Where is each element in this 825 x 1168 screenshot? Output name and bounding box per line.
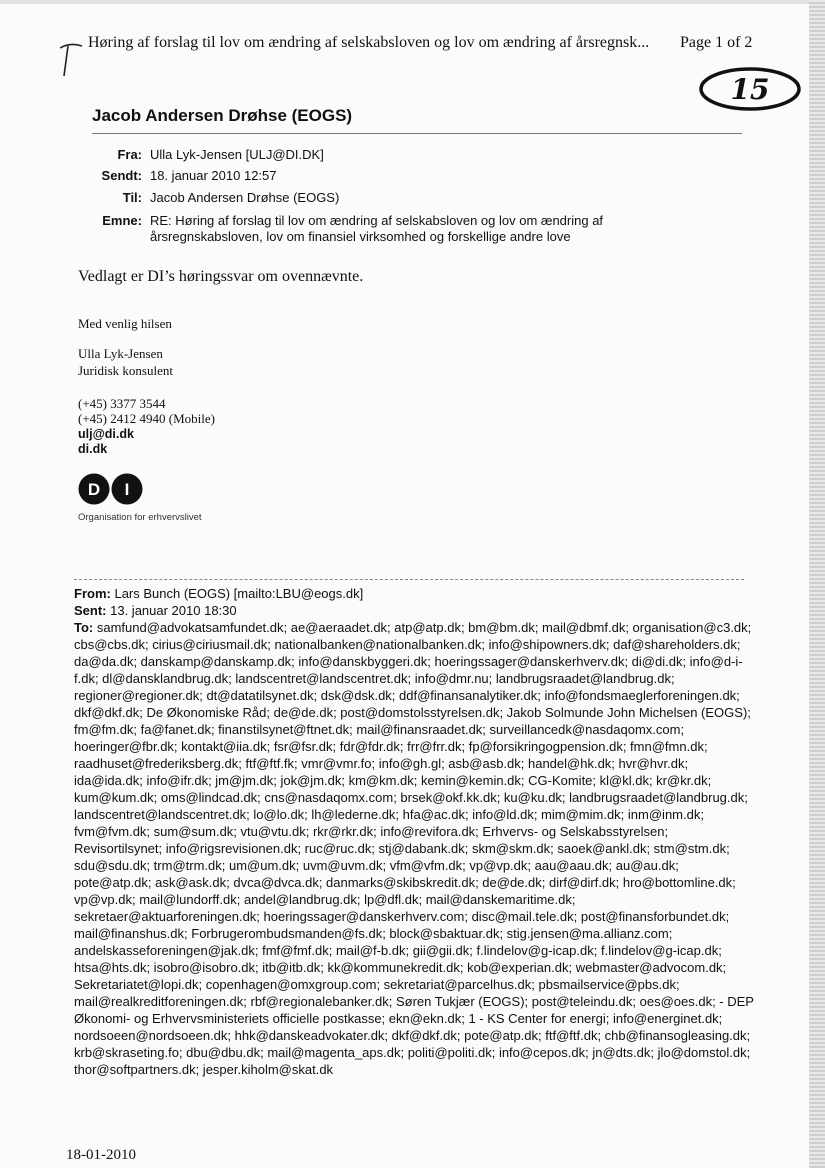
handwritten-page-number [698, 66, 802, 112]
greeting: Med venlig hilsen [78, 316, 172, 331]
signature-web-link[interactable]: di.dk [78, 442, 108, 456]
signature-name: Ulla Lyk-Jensen [78, 346, 163, 361]
logo-letter-i: I [124, 480, 130, 499]
print-footer-date: 18-01-2010 [66, 1147, 136, 1163]
scan-top-edge [0, 0, 825, 4]
print-header-subject: Høring af forslag til lov om ændring af selskabsloven og lov om ændring af årsregnsk... [88, 34, 650, 51]
forwarded-recipient-list: samfund@advokatsamfundet.dk; ae@aeraadet.dk; atp@atp.dk; bm@bm.dk; mail@dbmf.dk; organisation@c3.dk; cbs@cbs.dk; cirius@ciriusmail.dk; nationalbanken@nationalbanken.dk; info@shipowners.dk; daf@shareholders.dk; da@da.dk; danskamp@danskamp.dk; info@danskbyggeri.dk; hoeringssager@danskerhverv.dk; di@di.dk; info@d-i-f.dk; dl@dansklandbrug.dk; landscentret@landscentret.dk; info@dmr.nu; landbrugsraadet@landbrug.dk; regioner@regioner.dk; dt@datatilsynet.dk; dsk@dsk.dk; ddf@finansanalytiker.dk; info@fondsmaeglerforeningen.dk; dkf@dkf.dk; De Økonomiske Råd; de@de.dk; post@domstolsstyrelsen.dk; Jakob Solmunde John Michelsen (EOGS); fm@fm.dk; fa@fanet.dk; finanstilsynet@ftnet.dk; mail@finansraadet.dk; surveillancedk@nasdaqomx.com; hoeringer@fbr.dk; kontakt@iia.dk; fsr@fsr.dk; fdr@fdr.dk; frr@frr.dk; fp@forsikringogpension.dk; fmn@fmn.dk; raadhuset@frederiksberg.dk; ftf@ftf.fk; vmr@vmr.fo; info@gh.gl; asb@asb.dk; handel@hk.dk; hvr@hvr.dk; ida@ida.dk; info@ifr.dk; jm@jm.dk; jok@jm.dk; km@km.dk; kemin@kemin.dk; CG-Komite; kl@kl.dk; kr@kr.dk; kum@kum.dk; oms@lindcad.dk; cns@nasdaqomx.com; brsek@okf.kk.dk; ku@ku.dk; landbrugsraadet@landbrug.dk; landscentret@landscentret.dk; lo@lo.dk; lh@lederne.dk; hfa@ac.dk; info@ld.dk; mim@mim.dk; inm@inm.dk; fvm@fvm.dk; sum@sum.dk; vtu@vtu.dk; rkr@rkr.dk; info@revifora.dk; Erhvervs- og Selskabsstyrelsen; Revisortilsynet; info@rigsrevisionen.dk; ruc@ruc.dk; stj@dabank.dk; skm@skm.dk; saoek@ankl.dk; stm@stm.dk; sdu@sdu.dk; trm@trm.dk; um@um.dk; uvm@uvm.dk; vfm@vfm.dk; vp@vp.dk; aau@aau.dk; au@au.dk; pote@atp.dk; ask@ask.dk; dvca@dvca.dk; danmarks@skibskredit.dk; de@de.dk; dirf@dirf.dk; hro@bottomline.dk; vp@vp.dk; mail@lundorff.dk; andel@landbrug.dk; lp@dfl.dk; mail@danskemaritime.dk; sekretaer@aktuarforeningen.dk; hoeringssager@danskerhverv.com; disc@mail.tele.dk; post@finansforbundet.dk; mail@finanshus.dk; Forbrugerombudsmanden@fs.dk; block@sbaktuar.dk; stig.jensen@ma.allianz.com; andelskasseforeningen@jak.dk; fmf@fmf.dk; mail@f-b.dk; gii@gii.dk; f.lindelov@g-icap.dk; f.lindelov@g-icap.dk; htsa@hts.dk; isobro@isobro.dk; itb@itb.dk; kk@kommunekredit.dk; kob@experian.dk; webmaster@advocom.dk; Sekretariatet@lopi.dk; copenhagen@omxgroup.com; sekretariat@parcelhus.dk; pbsmailservice@pbs.dk; mail@realkreditforeningen.dk; rbf@regionalebanker.dk; Søren Tukjær (EOGS); post@teleindu.dk; oes@oes.dk; - DEP Økonomi- og Erhvervsministeriets officielle postkasse; ekn@ekn.dk; 1 - KS Center for energi; info@energinet.dk; nordsoeen@nordsoeen.dk; hhk@danskeadvokater.dk; dkf@dkf.dk; pote@atp.dk; ftf@ftf.dk; chb@finansogleasing.dk; krb@skraseting.fo; dbu@dbu.dk; mail@magenta_aps.dk; politi@politi.dk; info@cepos.dk; jn@dts.dk; jlo@domstol.dk; thor@softpartners.dk; jesper.kiholm@skat.dk [74, 620, 754, 1077]
forward-divider [74, 579, 744, 580]
mailbox-owner-name: Jacob Andersen Drøhse (EOGS) [92, 106, 353, 125]
forwarded-sent-label: Sent: [74, 603, 107, 618]
field-sent [92, 168, 670, 184]
forwarded-to-label: To: [74, 620, 94, 635]
email-body-text: Vedlagt er DI’s høringssvar om ovennævnte. [78, 268, 364, 285]
field-label: Til: [122, 190, 142, 205]
field-value: Ulla Lyk-Jensen [ULJ@DI.DK] [150, 147, 324, 162]
logo-letter-d: D [87, 480, 101, 499]
signature-email-link[interactable]: ulj@di.dk [78, 427, 134, 441]
logo-tagline: Organisation for erhvervslivet [78, 512, 202, 523]
signature-title: Juridisk konsulent [78, 363, 173, 378]
field-value: RE: Høring af forslag til lov om ændring af selskabsloven og lov om ændring af årsregnskabsloven, lov om finansiel virksomhed og forskellige andre love [150, 213, 604, 244]
field-label: Emne: [102, 213, 142, 228]
forwarded-sent-row [74, 602, 754, 619]
field-label: Fra: [117, 147, 142, 162]
signature-mobile: (+45) 2412 4940 (Mobile) [78, 411, 215, 426]
header-divider [92, 133, 742, 134]
field-value: Jacob Andersen Drøhse (EOGS) [150, 190, 340, 205]
page-number-text: 15 [730, 73, 770, 106]
field-subject [92, 213, 640, 245]
field-from [92, 147, 670, 163]
forwarded-message [74, 585, 754, 1078]
field-value: 18. januar 2010 12:57 [150, 168, 277, 183]
forwarded-from-row [74, 585, 754, 602]
page-indicator: Page 1 of 2 [680, 34, 753, 51]
di-logo [78, 473, 144, 505]
field-label: Sendt: [101, 168, 142, 183]
forwarded-from-value: Lars Bunch (EOGS) [mailto:LBU@eogs.dk] [114, 586, 364, 601]
forwarded-to-row [74, 619, 754, 1078]
field-to [92, 190, 670, 206]
scan-right-edge [809, 0, 825, 1168]
forwarded-sent-value: 13. januar 2010 18:30 [110, 603, 237, 618]
forwarded-from-label: From: [74, 586, 111, 601]
signature-phone: (+45) 3377 3544 [78, 396, 166, 411]
handwritten-corner-mark [56, 40, 86, 80]
